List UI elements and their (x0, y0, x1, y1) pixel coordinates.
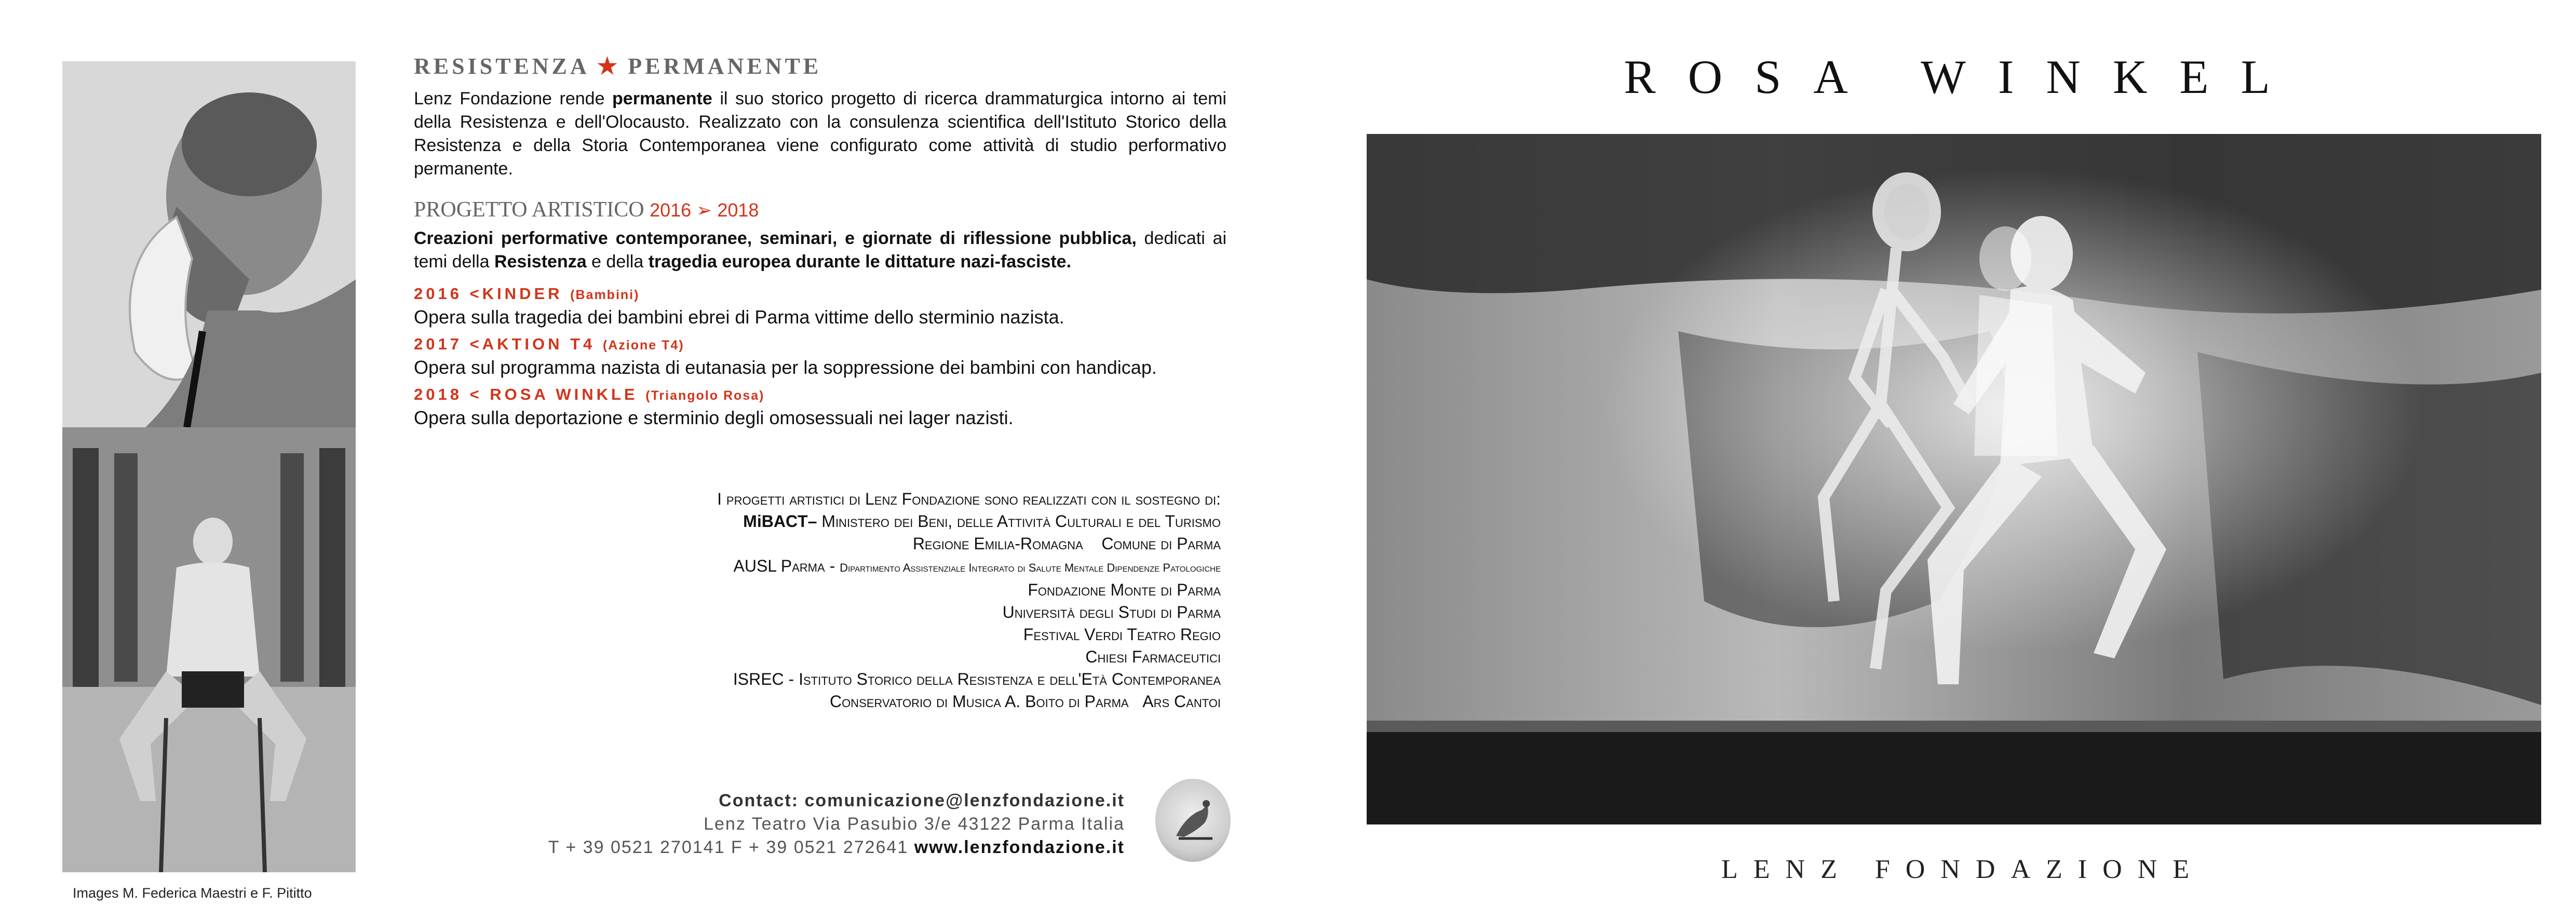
progetto-artistico-heading (414, 197, 759, 222)
sponsor-chiesi: Chiesi Farmaceutici (1085, 647, 1221, 666)
contact-address: Lenz Teatro Via Pasubio 3/e 43122 Parma Italia (704, 814, 1125, 834)
work-title-sub: (Azione T4) (602, 338, 684, 353)
sponsors-list (717, 488, 1221, 713)
image-credit: Images M. Federica Maestri e F. Pititto (73, 885, 312, 901)
heading-word-resistenza: RESISTENZA (414, 53, 590, 79)
sponsor-ausl-department: Dipartimento Assistenziale Integrato di Salute Mentale Dipendenze Patologiche (840, 561, 1221, 574)
prog-desc-part-c: Resistenza (494, 252, 587, 272)
contact-phone-web (548, 836, 1125, 859)
work-description: Opera sulla deportazione e sterminio degli omosessuali nei lager nazisti. (414, 407, 1014, 428)
contact-website-link[interactable]: www.lenzfondazione.it (914, 837, 1125, 857)
prog-desc-part-b: dedicati ai temi della (414, 228, 1226, 272)
work-title-sub: (Bambini) (570, 288, 640, 302)
sponsors-intro: I progetti artistici di Lenz Fondazione sono realizzati con il sostegno di: (717, 490, 1221, 508)
sponsor-ars-cantoi: Ars Cantoi (1142, 692, 1221, 711)
work-title-main: 2017 <AKTION T4 (414, 335, 596, 353)
work-description: Opera sul programma nazista di eutanasia per la soppressione dei bambini con handicap. (414, 357, 1157, 378)
intro-paragraph (414, 87, 1226, 181)
progetto-description (414, 227, 1226, 274)
man-on-chair-illustration (62, 427, 356, 872)
sponsor-fondazione: Fondazione Monte di Parma (1028, 580, 1221, 599)
sponsor-regione-comune (717, 533, 1221, 555)
sponsor-ausl-name: AUSL Parma - (733, 557, 840, 575)
prog-desc-part-e: tragedia europea durante le dittature nazi-fasciste. (648, 252, 1072, 272)
prog-desc-part-a: Creazioni performative contemporanee, seminari, e giornate di riflessione pubblica, (414, 228, 1137, 248)
sponsor-mibact-name: Ministero dei Beni, delle Attività Culturali e del Turismo (817, 512, 1221, 531)
work-title (414, 335, 1245, 354)
portrait-illustration (62, 61, 356, 427)
work-entry-2016 (414, 285, 1245, 328)
work-title (414, 285, 1245, 303)
resistenza-permanente-heading (414, 53, 821, 79)
sponsor-conservatorio: Conservatorio di Musica A. Boito di Parma (829, 692, 1129, 711)
work-entry-2017 (414, 335, 1245, 378)
lenz-round-logo (1155, 779, 1231, 862)
lenz-fondazione-footer: LENZ FONDAZIONE (1721, 855, 2205, 884)
sponsor-regione: Regione Emilia-Romagna (912, 534, 1083, 553)
heading-word-permanente: PERMANENTE (628, 53, 822, 79)
intro-text-start: Lenz Fondazione rende (414, 89, 613, 109)
prog-desc-part-d: e della (586, 252, 649, 272)
sponsor-isrec: ISREC - Istituto Storico della Resistenza e dell'Età Contemporanea (733, 670, 1221, 688)
sponsor-mibact-acronym: MiBACT– (743, 512, 817, 531)
running-figures-illustration (1367, 134, 2541, 824)
contact-block (548, 789, 1125, 859)
rosa-winkel-title: ROSA WINKEL (1624, 50, 2302, 103)
man-on-chair-photo (62, 427, 356, 872)
sponsor-festival: Festival Verdi Teatro Regio (1023, 625, 1221, 644)
sponsor-mibact (717, 510, 1221, 533)
intro-bold-word: permanente (612, 89, 712, 109)
work-title-main: 2016 <KINDER (414, 285, 563, 303)
work-title-sub: (Triangolo Rosa) (645, 388, 765, 403)
work-entry-2018 (414, 385, 1245, 429)
work-description: Opera sulla tragedia dei bambini ebrei di Parma vittime dello sterminio nazista. (414, 306, 1064, 328)
intro-text-end: il suo storico progetto di ricerca drammaturgica intorno ai temi della Resistenza e dell'Olocausto. Realizzato con la consulenza scientifica dell'Istituto Storico della Resistenza e della Storia Contemporanea viene configurato come attività di studio performativo permanente. (414, 89, 1226, 179)
work-title (414, 385, 1245, 404)
red-star-icon: ★ (597, 53, 621, 79)
work-title-main: 2018 < ROSA WINKLE (414, 385, 638, 403)
progetto-years: 2016 ➢ 2018 (650, 199, 759, 221)
sponsor-conservatorio-ars (717, 691, 1221, 713)
running-figures-photo (1367, 134, 2541, 824)
portrait-photo-top (62, 61, 356, 427)
progetto-label: PROGETTO ARTISTICO (414, 198, 644, 222)
contact-email-line[interactable]: Contact: comunicazione@lenzfondazione.it (719, 791, 1125, 810)
sponsor-universita: Università degli Studi di Parma (1002, 603, 1221, 621)
sponsor-ausl (717, 555, 1221, 579)
logo-figure-icon (1155, 779, 1231, 862)
sponsor-comune: Comune di Parma (1101, 534, 1221, 553)
contact-phone: T + 39 0521 270141 F + 39 0521 272641 (548, 837, 914, 857)
